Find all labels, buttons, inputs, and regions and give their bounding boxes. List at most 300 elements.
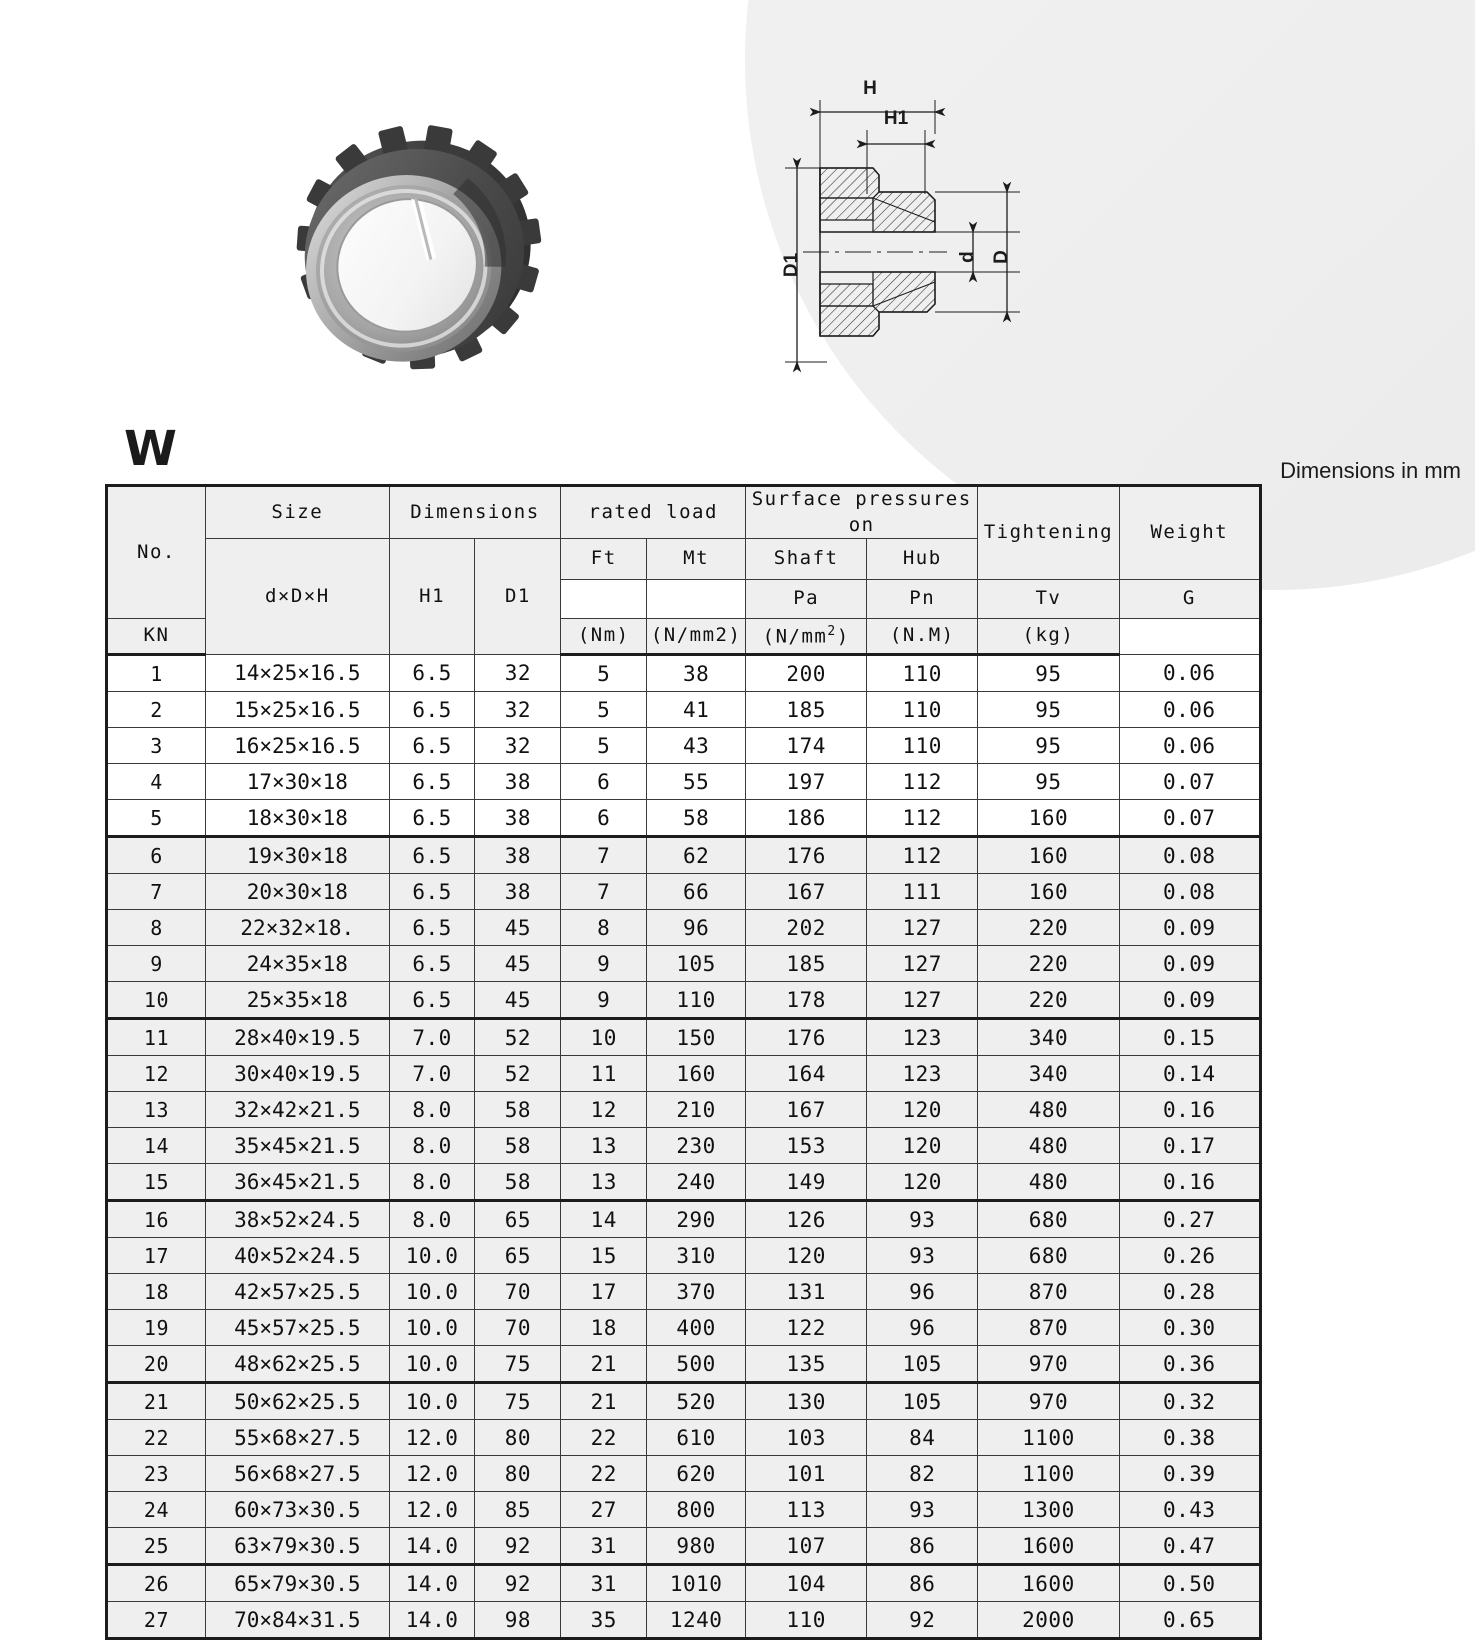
cell-h1: 6.5 xyxy=(389,837,475,874)
cell-g: 0.15 xyxy=(1119,1019,1260,1056)
table-row xyxy=(107,728,1261,764)
cell-size: 36×45×21.5 xyxy=(205,1164,389,1201)
cell-pa: 185 xyxy=(746,946,867,982)
cell-no: 3 xyxy=(107,728,206,764)
cell-size: 56×68×27.5 xyxy=(205,1456,389,1492)
drawing-label-d-big: D xyxy=(991,250,1012,264)
table-row xyxy=(107,946,1261,982)
cell-d1: 75 xyxy=(475,1383,561,1420)
cell-h1: 6.5 xyxy=(389,982,475,1019)
cell-h1: 6.5 xyxy=(389,692,475,728)
cell-ft: 6 xyxy=(561,800,647,837)
cell-d1: 98 xyxy=(475,1602,561,1639)
cell-pn: 120 xyxy=(867,1164,978,1201)
cell-pa: 149 xyxy=(746,1164,867,1201)
cell-no: 21 xyxy=(107,1383,206,1420)
cell-ft: 17 xyxy=(561,1274,647,1310)
table-row xyxy=(107,1420,1261,1456)
cell-h1: 6.5 xyxy=(389,655,475,692)
cell-mt: 310 xyxy=(647,1238,746,1274)
header-pa-unit: (N/mm2) xyxy=(647,619,746,655)
table-row xyxy=(107,874,1261,910)
cell-pn: 127 xyxy=(867,946,978,982)
table-row xyxy=(107,1056,1261,1092)
cell-ft: 22 xyxy=(561,1456,647,1492)
illustration-band xyxy=(0,0,1475,420)
cell-h1: 6.5 xyxy=(389,764,475,800)
table-row xyxy=(107,1310,1261,1346)
cell-d1: 80 xyxy=(475,1420,561,1456)
cell-mt: 370 xyxy=(647,1274,746,1310)
cell-g: 0.09 xyxy=(1119,946,1260,982)
cell-size: 65×79×30.5 xyxy=(205,1565,389,1602)
cell-no: 16 xyxy=(107,1201,206,1238)
cell-pa: 103 xyxy=(746,1420,867,1456)
table-row xyxy=(107,692,1261,728)
cell-h1: 6.5 xyxy=(389,728,475,764)
cell-pn: 110 xyxy=(867,728,978,764)
cell-mt: 96 xyxy=(647,910,746,946)
cell-d1: 32 xyxy=(475,655,561,692)
cell-g: 0.39 xyxy=(1119,1456,1260,1492)
cell-g: 0.09 xyxy=(1119,982,1260,1019)
cell-ft: 10 xyxy=(561,1019,647,1056)
cell-g: 0.43 xyxy=(1119,1492,1260,1528)
cell-size: 16×25×16.5 xyxy=(205,728,389,764)
cell-g: 0.27 xyxy=(1119,1201,1260,1238)
cell-mt: 110 xyxy=(647,982,746,1019)
cell-pn: 96 xyxy=(867,1310,978,1346)
cell-tv: 680 xyxy=(978,1201,1119,1238)
cell-mt: 230 xyxy=(647,1128,746,1164)
cell-tv: 160 xyxy=(978,837,1119,874)
cell-pn: 110 xyxy=(867,655,978,692)
cell-mt: 66 xyxy=(647,874,746,910)
cell-h1: 10.0 xyxy=(389,1346,475,1383)
cell-pn: 123 xyxy=(867,1019,978,1056)
drawing-label-d1: D1 xyxy=(781,252,802,278)
header-g: G xyxy=(1119,580,1260,619)
cell-g: 0.06 xyxy=(1119,728,1260,764)
cell-no: 4 xyxy=(107,764,206,800)
cell-g: 0.06 xyxy=(1119,655,1260,692)
cell-h1: 8.0 xyxy=(389,1092,475,1128)
cell-mt: 1010 xyxy=(647,1565,746,1602)
cell-mt: 58 xyxy=(647,800,746,837)
cell-mt: 55 xyxy=(647,764,746,800)
cell-h1: 10.0 xyxy=(389,1238,475,1274)
cell-ft: 5 xyxy=(561,728,647,764)
cell-no: 8 xyxy=(107,910,206,946)
header-pn: Pn xyxy=(867,580,978,619)
cell-mt: 160 xyxy=(647,1056,746,1092)
cell-pa: 164 xyxy=(746,1056,867,1092)
cell-tv: 680 xyxy=(978,1238,1119,1274)
cell-pn: 112 xyxy=(867,764,978,800)
cell-g: 0.06 xyxy=(1119,692,1260,728)
cell-g: 0.07 xyxy=(1119,800,1260,837)
cell-g: 0.26 xyxy=(1119,1238,1260,1274)
cell-g: 0.28 xyxy=(1119,1274,1260,1310)
cell-tv: 870 xyxy=(978,1310,1119,1346)
cell-size: 35×45×21.5 xyxy=(205,1128,389,1164)
page-title: W xyxy=(124,421,176,477)
cell-tv: 1300 xyxy=(978,1492,1119,1528)
cell-g: 0.16 xyxy=(1119,1164,1260,1201)
cell-ft: 31 xyxy=(561,1565,647,1602)
cell-no: 23 xyxy=(107,1456,206,1492)
table-row xyxy=(107,1128,1261,1164)
cell-pn: 93 xyxy=(867,1201,978,1238)
cell-pa: 120 xyxy=(746,1238,867,1274)
header-size: Size xyxy=(205,486,389,539)
cell-ft: 18 xyxy=(561,1310,647,1346)
dimensions-note: Dimensions in mm xyxy=(1280,458,1461,483)
cell-h1: 6.5 xyxy=(389,800,475,837)
cell-pn: 120 xyxy=(867,1092,978,1128)
cell-g: 0.07 xyxy=(1119,764,1260,800)
cell-d1: 32 xyxy=(475,692,561,728)
cell-tv: 95 xyxy=(978,764,1119,800)
cell-h1: 6.5 xyxy=(389,946,475,982)
cell-size: 70×84×31.5 xyxy=(205,1602,389,1639)
cell-mt: 41 xyxy=(647,692,746,728)
cell-pa: 153 xyxy=(746,1128,867,1164)
cell-h1: 8.0 xyxy=(389,1201,475,1238)
cell-size: 38×52×24.5 xyxy=(205,1201,389,1238)
table-row xyxy=(107,1565,1261,1602)
cell-pa: 130 xyxy=(746,1383,867,1420)
cell-pn: 96 xyxy=(867,1274,978,1310)
cell-tv: 160 xyxy=(978,800,1119,837)
cell-h1: 6.5 xyxy=(389,874,475,910)
table-row xyxy=(107,1456,1261,1492)
cell-h1: 7.0 xyxy=(389,1056,475,1092)
cell-tv: 340 xyxy=(978,1019,1119,1056)
table-row xyxy=(107,1092,1261,1128)
cell-d1: 58 xyxy=(475,1092,561,1128)
cell-pa: 167 xyxy=(746,1092,867,1128)
cell-d1: 65 xyxy=(475,1201,561,1238)
cell-pa: 178 xyxy=(746,982,867,1019)
cell-pn: 86 xyxy=(867,1528,978,1565)
cell-d1: 75 xyxy=(475,1346,561,1383)
cell-tv: 95 xyxy=(978,692,1119,728)
cell-h1: 7.0 xyxy=(389,1019,475,1056)
cell-size: 60×73×30.5 xyxy=(205,1492,389,1528)
cell-no: 13 xyxy=(107,1092,206,1128)
cell-size: 19×30×18 xyxy=(205,837,389,874)
cell-pa: 126 xyxy=(746,1201,867,1238)
header-tv-unit: (N.M) xyxy=(867,619,978,655)
cell-ft: 14 xyxy=(561,1201,647,1238)
cell-d1: 32 xyxy=(475,728,561,764)
cell-g: 0.38 xyxy=(1119,1420,1260,1456)
cell-size: 22×32×18. xyxy=(205,910,389,946)
cell-no: 6 xyxy=(107,837,206,874)
cell-tv: 480 xyxy=(978,1092,1119,1128)
cell-d1: 38 xyxy=(475,800,561,837)
cell-d1: 45 xyxy=(475,910,561,946)
drawing-label-h1: H1 xyxy=(883,108,909,129)
cell-tv: 970 xyxy=(978,1383,1119,1420)
cell-size: 48×62×25.5 xyxy=(205,1346,389,1383)
cell-pn: 111 xyxy=(867,874,978,910)
cell-mt: 620 xyxy=(647,1456,746,1492)
cell-mt: 210 xyxy=(647,1092,746,1128)
cell-g: 0.08 xyxy=(1119,837,1260,874)
cell-mt: 150 xyxy=(647,1019,746,1056)
cell-mt: 500 xyxy=(647,1346,746,1383)
cell-pa: 107 xyxy=(746,1528,867,1565)
cell-d1: 65 xyxy=(475,1238,561,1274)
cell-h1: 10.0 xyxy=(389,1274,475,1310)
table-row xyxy=(107,800,1261,837)
cell-pa: 200 xyxy=(746,655,867,692)
cell-ft: 7 xyxy=(561,874,647,910)
cell-mt: 62 xyxy=(647,837,746,874)
cell-g: 0.09 xyxy=(1119,910,1260,946)
cell-pa: 110 xyxy=(746,1602,867,1639)
cell-no: 14 xyxy=(107,1128,206,1164)
header-ft: Ft xyxy=(561,539,647,580)
table-row xyxy=(107,1019,1261,1056)
cell-ft: 11 xyxy=(561,1056,647,1092)
header-shaft: Shaft xyxy=(746,539,867,580)
cell-h1: 6.5 xyxy=(389,910,475,946)
cell-mt: 43 xyxy=(647,728,746,764)
cell-tv: 220 xyxy=(978,910,1119,946)
table-row xyxy=(107,1346,1261,1383)
header-h1: H1 xyxy=(389,539,475,655)
cell-g: 0.14 xyxy=(1119,1056,1260,1092)
pn-unit-superscript: 2 xyxy=(827,623,837,639)
cell-size: 45×57×25.5 xyxy=(205,1310,389,1346)
cross-section-drawing xyxy=(775,72,1060,402)
cell-mt: 800 xyxy=(647,1492,746,1528)
cell-tv: 870 xyxy=(978,1274,1119,1310)
cell-pa: 104 xyxy=(746,1565,867,1602)
cell-mt: 400 xyxy=(647,1310,746,1346)
cell-pn: 110 xyxy=(867,692,978,728)
header-hub: Hub xyxy=(867,539,978,580)
table-row xyxy=(107,1164,1261,1201)
cell-ft: 5 xyxy=(561,655,647,692)
cell-ft: 13 xyxy=(561,1164,647,1201)
cell-pn: 86 xyxy=(867,1565,978,1602)
cell-h1: 8.0 xyxy=(389,1128,475,1164)
cell-g: 0.17 xyxy=(1119,1128,1260,1164)
cell-ft: 22 xyxy=(561,1420,647,1456)
cell-mt: 105 xyxy=(647,946,746,982)
cell-h1: 12.0 xyxy=(389,1492,475,1528)
cell-h1: 14.0 xyxy=(389,1602,475,1639)
header-no: No. xyxy=(107,486,206,619)
cell-no: 2 xyxy=(107,692,206,728)
cell-size: 25×35×18 xyxy=(205,982,389,1019)
cell-g: 0.36 xyxy=(1119,1346,1260,1383)
header-pn-unit xyxy=(746,619,867,655)
cell-ft: 27 xyxy=(561,1492,647,1528)
cell-tv: 1600 xyxy=(978,1565,1119,1602)
header-size-sub: d×D×H xyxy=(205,539,389,655)
cell-pa: 202 xyxy=(746,910,867,946)
cell-pa: 185 xyxy=(746,692,867,728)
cell-ft: 35 xyxy=(561,1602,647,1639)
cell-tv: 1100 xyxy=(978,1420,1119,1456)
cell-g: 0.65 xyxy=(1119,1602,1260,1639)
cell-no: 10 xyxy=(107,982,206,1019)
cell-d1: 38 xyxy=(475,874,561,910)
cell-size: 63×79×30.5 xyxy=(205,1528,389,1565)
header-tightening: Tightening xyxy=(978,486,1119,580)
cell-mt: 980 xyxy=(647,1528,746,1565)
cell-tv: 480 xyxy=(978,1128,1119,1164)
cell-size: 18×30×18 xyxy=(205,800,389,837)
table-row xyxy=(107,910,1261,946)
cell-d1: 52 xyxy=(475,1019,561,1056)
cell-tv: 1100 xyxy=(978,1456,1119,1492)
cell-no: 20 xyxy=(107,1346,206,1383)
cell-h1: 8.0 xyxy=(389,1164,475,1201)
table-body xyxy=(107,655,1261,1639)
cell-mt: 520 xyxy=(647,1383,746,1420)
cell-mt: 240 xyxy=(647,1164,746,1201)
cell-g: 0.32 xyxy=(1119,1383,1260,1420)
cell-pn: 84 xyxy=(867,1420,978,1456)
cell-tv: 220 xyxy=(978,982,1119,1019)
cell-size: 40×52×24.5 xyxy=(205,1238,389,1274)
cell-d1: 58 xyxy=(475,1128,561,1164)
cell-pa: 122 xyxy=(746,1310,867,1346)
header-surface-pressures: Surface pressures on xyxy=(746,486,978,539)
table-row xyxy=(107,1602,1261,1639)
header-rated-load: rated load xyxy=(561,486,746,539)
cell-ft: 15 xyxy=(561,1238,647,1274)
cell-mt: 290 xyxy=(647,1201,746,1238)
table-row xyxy=(107,837,1261,874)
cell-tv: 480 xyxy=(978,1164,1119,1201)
cell-ft: 9 xyxy=(561,946,647,982)
cell-g: 0.16 xyxy=(1119,1092,1260,1128)
cell-ft: 8 xyxy=(561,910,647,946)
cell-d1: 80 xyxy=(475,1456,561,1492)
cell-h1: 12.0 xyxy=(389,1456,475,1492)
cell-size: 20×30×18 xyxy=(205,874,389,910)
header-tv: Tv xyxy=(978,580,1119,619)
cell-no: 1 xyxy=(107,655,206,692)
cell-no: 25 xyxy=(107,1528,206,1565)
table-row xyxy=(107,1201,1261,1238)
cell-no: 12 xyxy=(107,1056,206,1092)
cell-size: 24×35×18 xyxy=(205,946,389,982)
cell-tv: 220 xyxy=(978,946,1119,982)
cell-tv: 1600 xyxy=(978,1528,1119,1565)
cell-h1: 14.0 xyxy=(389,1565,475,1602)
cell-size: 32×42×21.5 xyxy=(205,1092,389,1128)
cell-ft: 31 xyxy=(561,1528,647,1565)
cell-size: 55×68×27.5 xyxy=(205,1420,389,1456)
cell-mt: 610 xyxy=(647,1420,746,1456)
cell-no: 15 xyxy=(107,1164,206,1201)
cell-no: 9 xyxy=(107,946,206,982)
cell-g: 0.47 xyxy=(1119,1528,1260,1565)
table-header xyxy=(107,486,1261,655)
cell-pn: 92 xyxy=(867,1602,978,1639)
cell-pn: 105 xyxy=(867,1346,978,1383)
cell-h1: 14.0 xyxy=(389,1528,475,1565)
table-row xyxy=(107,655,1261,692)
cell-ft: 13 xyxy=(561,1128,647,1164)
cell-d1: 45 xyxy=(475,946,561,982)
cell-tv: 95 xyxy=(978,655,1119,692)
cell-pa: 167 xyxy=(746,874,867,910)
cell-no: 24 xyxy=(107,1492,206,1528)
cell-no: 27 xyxy=(107,1602,206,1639)
header-mt-unit: (Nm) xyxy=(561,619,647,655)
table-row xyxy=(107,1238,1261,1274)
cell-pa: 131 xyxy=(746,1274,867,1310)
cell-d1: 38 xyxy=(475,764,561,800)
cell-pa: 135 xyxy=(746,1346,867,1383)
cell-tv: 970 xyxy=(978,1346,1119,1383)
cell-pa: 186 xyxy=(746,800,867,837)
header-mt: Mt xyxy=(647,539,746,580)
cell-d1: 58 xyxy=(475,1164,561,1201)
cell-tv: 95 xyxy=(978,728,1119,764)
cell-pa: 174 xyxy=(746,728,867,764)
cell-d1: 92 xyxy=(475,1528,561,1565)
cell-ft: 5 xyxy=(561,692,647,728)
cell-d1: 38 xyxy=(475,837,561,874)
specification-table-container xyxy=(105,484,1262,1640)
drawing-label-d-small: d xyxy=(957,251,978,263)
cell-tv: 160 xyxy=(978,874,1119,910)
cell-h1: 10.0 xyxy=(389,1383,475,1420)
cell-size: 50×62×25.5 xyxy=(205,1383,389,1420)
cell-pn: 112 xyxy=(867,800,978,837)
cell-ft: 21 xyxy=(561,1346,647,1383)
cell-d1: 85 xyxy=(475,1492,561,1528)
header-ft-unit: KN xyxy=(107,619,206,655)
cell-pn: 112 xyxy=(867,837,978,874)
cell-no: 18 xyxy=(107,1274,206,1310)
cell-mt: 1240 xyxy=(647,1602,746,1639)
cell-pa: 101 xyxy=(746,1456,867,1492)
cell-no: 17 xyxy=(107,1238,206,1274)
cell-pa: 197 xyxy=(746,764,867,800)
cell-ft: 9 xyxy=(561,982,647,1019)
cell-ft: 21 xyxy=(561,1383,647,1420)
cell-no: 5 xyxy=(107,800,206,837)
cell-size: 30×40×19.5 xyxy=(205,1056,389,1092)
cell-tv: 340 xyxy=(978,1056,1119,1092)
cell-no: 19 xyxy=(107,1310,206,1346)
cell-size: 42×57×25.5 xyxy=(205,1274,389,1310)
table-row xyxy=(107,1492,1261,1528)
cell-pn: 105 xyxy=(867,1383,978,1420)
product-photo xyxy=(283,112,555,382)
cell-pa: 176 xyxy=(746,1019,867,1056)
cell-pa: 176 xyxy=(746,837,867,874)
specification-table xyxy=(105,484,1262,1640)
cell-pn: 123 xyxy=(867,1056,978,1092)
table-row xyxy=(107,1528,1261,1565)
header-dimensions: Dimensions xyxy=(389,486,561,539)
cell-ft: 6 xyxy=(561,764,647,800)
cell-pn: 93 xyxy=(867,1238,978,1274)
pn-unit-tail: ) xyxy=(836,625,850,648)
